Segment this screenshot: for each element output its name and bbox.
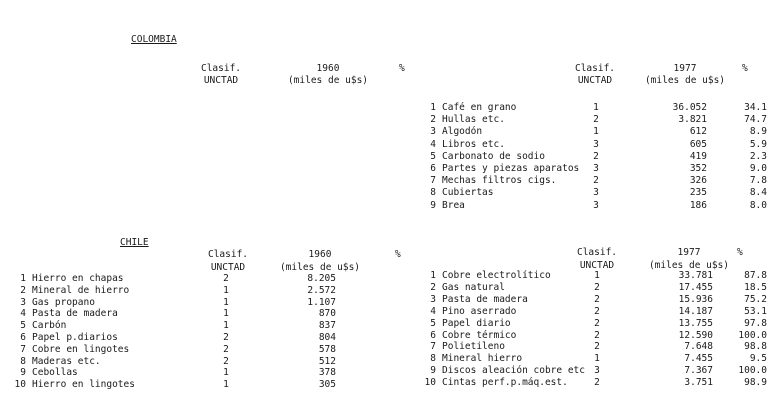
year-label: 1960	[316, 63, 340, 74]
row-number: 3	[20, 296, 26, 308]
unctad-class: 3	[593, 138, 599, 150]
item-name: Carbonato de sodio	[442, 150, 545, 162]
percent: 98.9	[744, 377, 767, 389]
unctad-label: UNCTAD	[203, 74, 239, 86]
clasif-label: Clasif.	[574, 63, 616, 74]
item-name: Gas natural	[442, 281, 505, 293]
item-name: Cebollas	[32, 367, 78, 379]
unctad-class: 1	[594, 270, 600, 281]
row-number: 8	[430, 353, 436, 365]
unctad-class: 2	[594, 329, 600, 341]
item-name: Pasta de madera	[32, 308, 118, 320]
colombia-1960-pct-header: %	[399, 63, 405, 74]
unctad-class: 3	[593, 163, 599, 174]
item-name: Mechas filtros cigs.	[442, 175, 557, 187]
item-name: Algodón	[442, 126, 483, 138]
percent: 18.5	[744, 281, 767, 293]
item-name: Cintas perf.p.máq.est.	[442, 377, 568, 389]
percent: 98.8	[744, 341, 767, 353]
unit-label: (miles de u$s)	[644, 74, 726, 86]
value: 837	[318, 320, 336, 332]
chile-1977-pct-header: %	[737, 247, 743, 258]
item-name: Cubiertas	[442, 187, 494, 199]
item-name: Partes y piezas aparatos	[442, 163, 580, 174]
unctad-class: 1	[223, 284, 229, 296]
clasif-label: Clasif.	[576, 247, 618, 258]
row-number: 3	[430, 126, 436, 138]
year-label: 1977	[677, 247, 701, 258]
value: 326	[689, 175, 707, 187]
value: 3.821	[678, 114, 707, 126]
colombia-1977-pct-header: %	[742, 63, 748, 74]
percent: 53.1	[744, 305, 767, 317]
percent: 9.0	[749, 163, 767, 174]
clasif-label: Clasif.	[207, 249, 249, 260]
chile-title: CHILE	[120, 237, 149, 248]
row-number: 4	[20, 308, 26, 320]
row-number: 7	[430, 175, 436, 187]
percent: 8.9	[749, 126, 767, 138]
item-name: Papel diario	[442, 317, 511, 329]
percent: 100.0	[738, 365, 767, 377]
unctad-class: 2	[594, 341, 600, 353]
chile-1977-clasif-header	[572, 248, 622, 270]
percent: 8.0	[749, 199, 767, 211]
row-number: 10	[14, 379, 26, 391]
value: 17.455	[678, 281, 713, 293]
unctad-class: 2	[223, 343, 229, 355]
row-number: 8	[430, 187, 436, 199]
item-name: Mineral de hierro	[32, 284, 130, 296]
percent: 100.0	[738, 329, 767, 341]
chile-1960-clasif-header	[203, 250, 253, 272]
value: 15.936	[678, 293, 713, 305]
value: 8.205	[307, 273, 336, 284]
item-name: Hullas etc.	[442, 114, 505, 126]
chile-1977-value-header	[644, 248, 734, 270]
unctad-class: 2	[594, 293, 600, 305]
row-number: 2	[20, 284, 26, 296]
row-number: 10	[424, 377, 436, 389]
row-number: 1	[430, 102, 436, 113]
unctad-class: 1	[594, 353, 600, 365]
row-number: 8	[20, 355, 26, 367]
row-number: 6	[20, 332, 26, 343]
unctad-class: 3	[593, 199, 599, 211]
value: 235	[689, 187, 707, 199]
unctad-class: 1	[223, 367, 229, 379]
percent: 87.8	[744, 270, 767, 281]
unctad-class: 1	[593, 126, 599, 138]
unctad-class: 1	[593, 102, 599, 113]
unctad-label: UNCTAD	[577, 74, 613, 86]
colombia-1960-value-header	[280, 64, 376, 85]
unctad-label: UNCTAD	[579, 259, 615, 271]
percent: 75.2	[744, 293, 767, 305]
unit-label: (miles de u$s)	[648, 259, 730, 271]
clasif-label: Clasif.	[200, 63, 242, 74]
item-name: Carbón	[32, 320, 67, 332]
item-name: Pasta de madera	[442, 293, 528, 305]
chile-1960-pct-header: %	[395, 249, 401, 260]
row-number: 7	[430, 341, 436, 353]
colombia-1977-value-header	[640, 64, 730, 85]
unctad-class: 2	[593, 150, 599, 162]
unctad-label: UNCTAD	[210, 261, 246, 273]
row-number: 5	[430, 150, 436, 162]
value: 352	[689, 163, 707, 174]
unctad-class: 2	[594, 305, 600, 317]
value: 14.187	[678, 305, 713, 317]
value: 2.572	[307, 284, 336, 296]
value: 305	[318, 379, 336, 391]
percent: 7.8	[749, 175, 767, 187]
item-name: Café en grano	[442, 102, 517, 113]
item-name: Mineral hierro	[442, 353, 523, 365]
colombia-1960-clasif-header	[196, 64, 246, 85]
value: 378	[318, 367, 336, 379]
percent: 97.8	[744, 317, 767, 329]
value: 33.781	[678, 270, 713, 281]
value: 578	[318, 343, 336, 355]
value: 804	[318, 332, 336, 343]
unit-label: (miles de u$s)	[287, 74, 369, 86]
value: 7.648	[684, 341, 713, 353]
item-name: Cobre térmico	[442, 329, 517, 341]
item-name: Hierro en lingotes	[32, 379, 135, 391]
value: 512	[318, 355, 336, 367]
unctad-class: 2	[594, 377, 600, 389]
row-number: 2	[430, 114, 436, 126]
unctad-class: 3	[594, 365, 600, 377]
row-number: 6	[430, 329, 436, 341]
row-number: 2	[430, 281, 436, 293]
year-label: 1977	[673, 63, 697, 74]
percent: 34.1	[744, 102, 767, 113]
item-name: Cobre electrolítico	[442, 270, 551, 281]
percent: 5.9	[749, 138, 767, 150]
value: 12.590	[678, 329, 713, 341]
item-name: Maderas etc.	[32, 355, 101, 367]
chile-1960-value-header	[272, 250, 368, 272]
value: 7.367	[684, 365, 713, 377]
item-name: Libros etc.	[442, 138, 505, 150]
unctad-class: 2	[593, 114, 599, 126]
row-number: 5	[430, 317, 436, 329]
value: 36.052	[672, 102, 707, 113]
item-name: Polietileno	[442, 341, 505, 353]
value: 870	[318, 308, 336, 320]
row-number: 5	[20, 320, 26, 332]
colombia-title: COLOMBIA	[131, 34, 177, 45]
item-name: Hierro en chapas	[32, 273, 124, 284]
unctad-class: 1	[223, 320, 229, 332]
unctad-class: 2	[594, 281, 600, 293]
percent: 2.3	[749, 150, 767, 162]
value: 7.455	[684, 353, 713, 365]
value: 612	[689, 126, 707, 138]
value: 419	[689, 150, 707, 162]
value: 3.751	[684, 377, 713, 389]
row-number: 1	[430, 270, 436, 281]
row-number: 4	[430, 305, 436, 317]
year-label: 1960	[308, 249, 332, 260]
item-name: Gas propano	[32, 296, 95, 308]
value: 13.755	[678, 317, 713, 329]
unctad-class: 2	[594, 317, 600, 329]
unctad-class: 1	[223, 379, 229, 391]
item-name: Pino aserrado	[442, 305, 517, 317]
row-number: 9	[430, 199, 436, 211]
value: 186	[689, 199, 707, 211]
row-number: 1	[20, 273, 26, 284]
value: 1.107	[307, 296, 336, 308]
item-name: Discos aleación cobre etc	[442, 365, 585, 377]
unit-label: (miles de u$s)	[279, 261, 361, 273]
item-name: Papel p.diarios	[32, 332, 118, 343]
row-number: 7	[20, 343, 26, 355]
value: 605	[689, 138, 707, 150]
row-number: 6	[430, 163, 436, 174]
unctad-class: 2	[223, 273, 229, 284]
row-number: 9	[430, 365, 436, 377]
row-number: 3	[430, 293, 436, 305]
unctad-class: 1	[223, 308, 229, 320]
unctad-class: 1	[223, 296, 229, 308]
unctad-class: 2	[223, 355, 229, 367]
percent: 8.4	[749, 187, 767, 199]
unctad-class: 2	[223, 332, 229, 343]
row-number: 4	[430, 138, 436, 150]
unctad-class: 2	[593, 175, 599, 187]
percent: 74.7	[744, 114, 767, 126]
item-name: Cobre en lingotes	[32, 343, 130, 355]
unctad-class: 3	[593, 187, 599, 199]
percent: 9.5	[749, 353, 767, 365]
item-name: Brea	[442, 199, 465, 211]
colombia-1977-clasif-header	[570, 64, 620, 85]
row-number: 9	[20, 367, 26, 379]
